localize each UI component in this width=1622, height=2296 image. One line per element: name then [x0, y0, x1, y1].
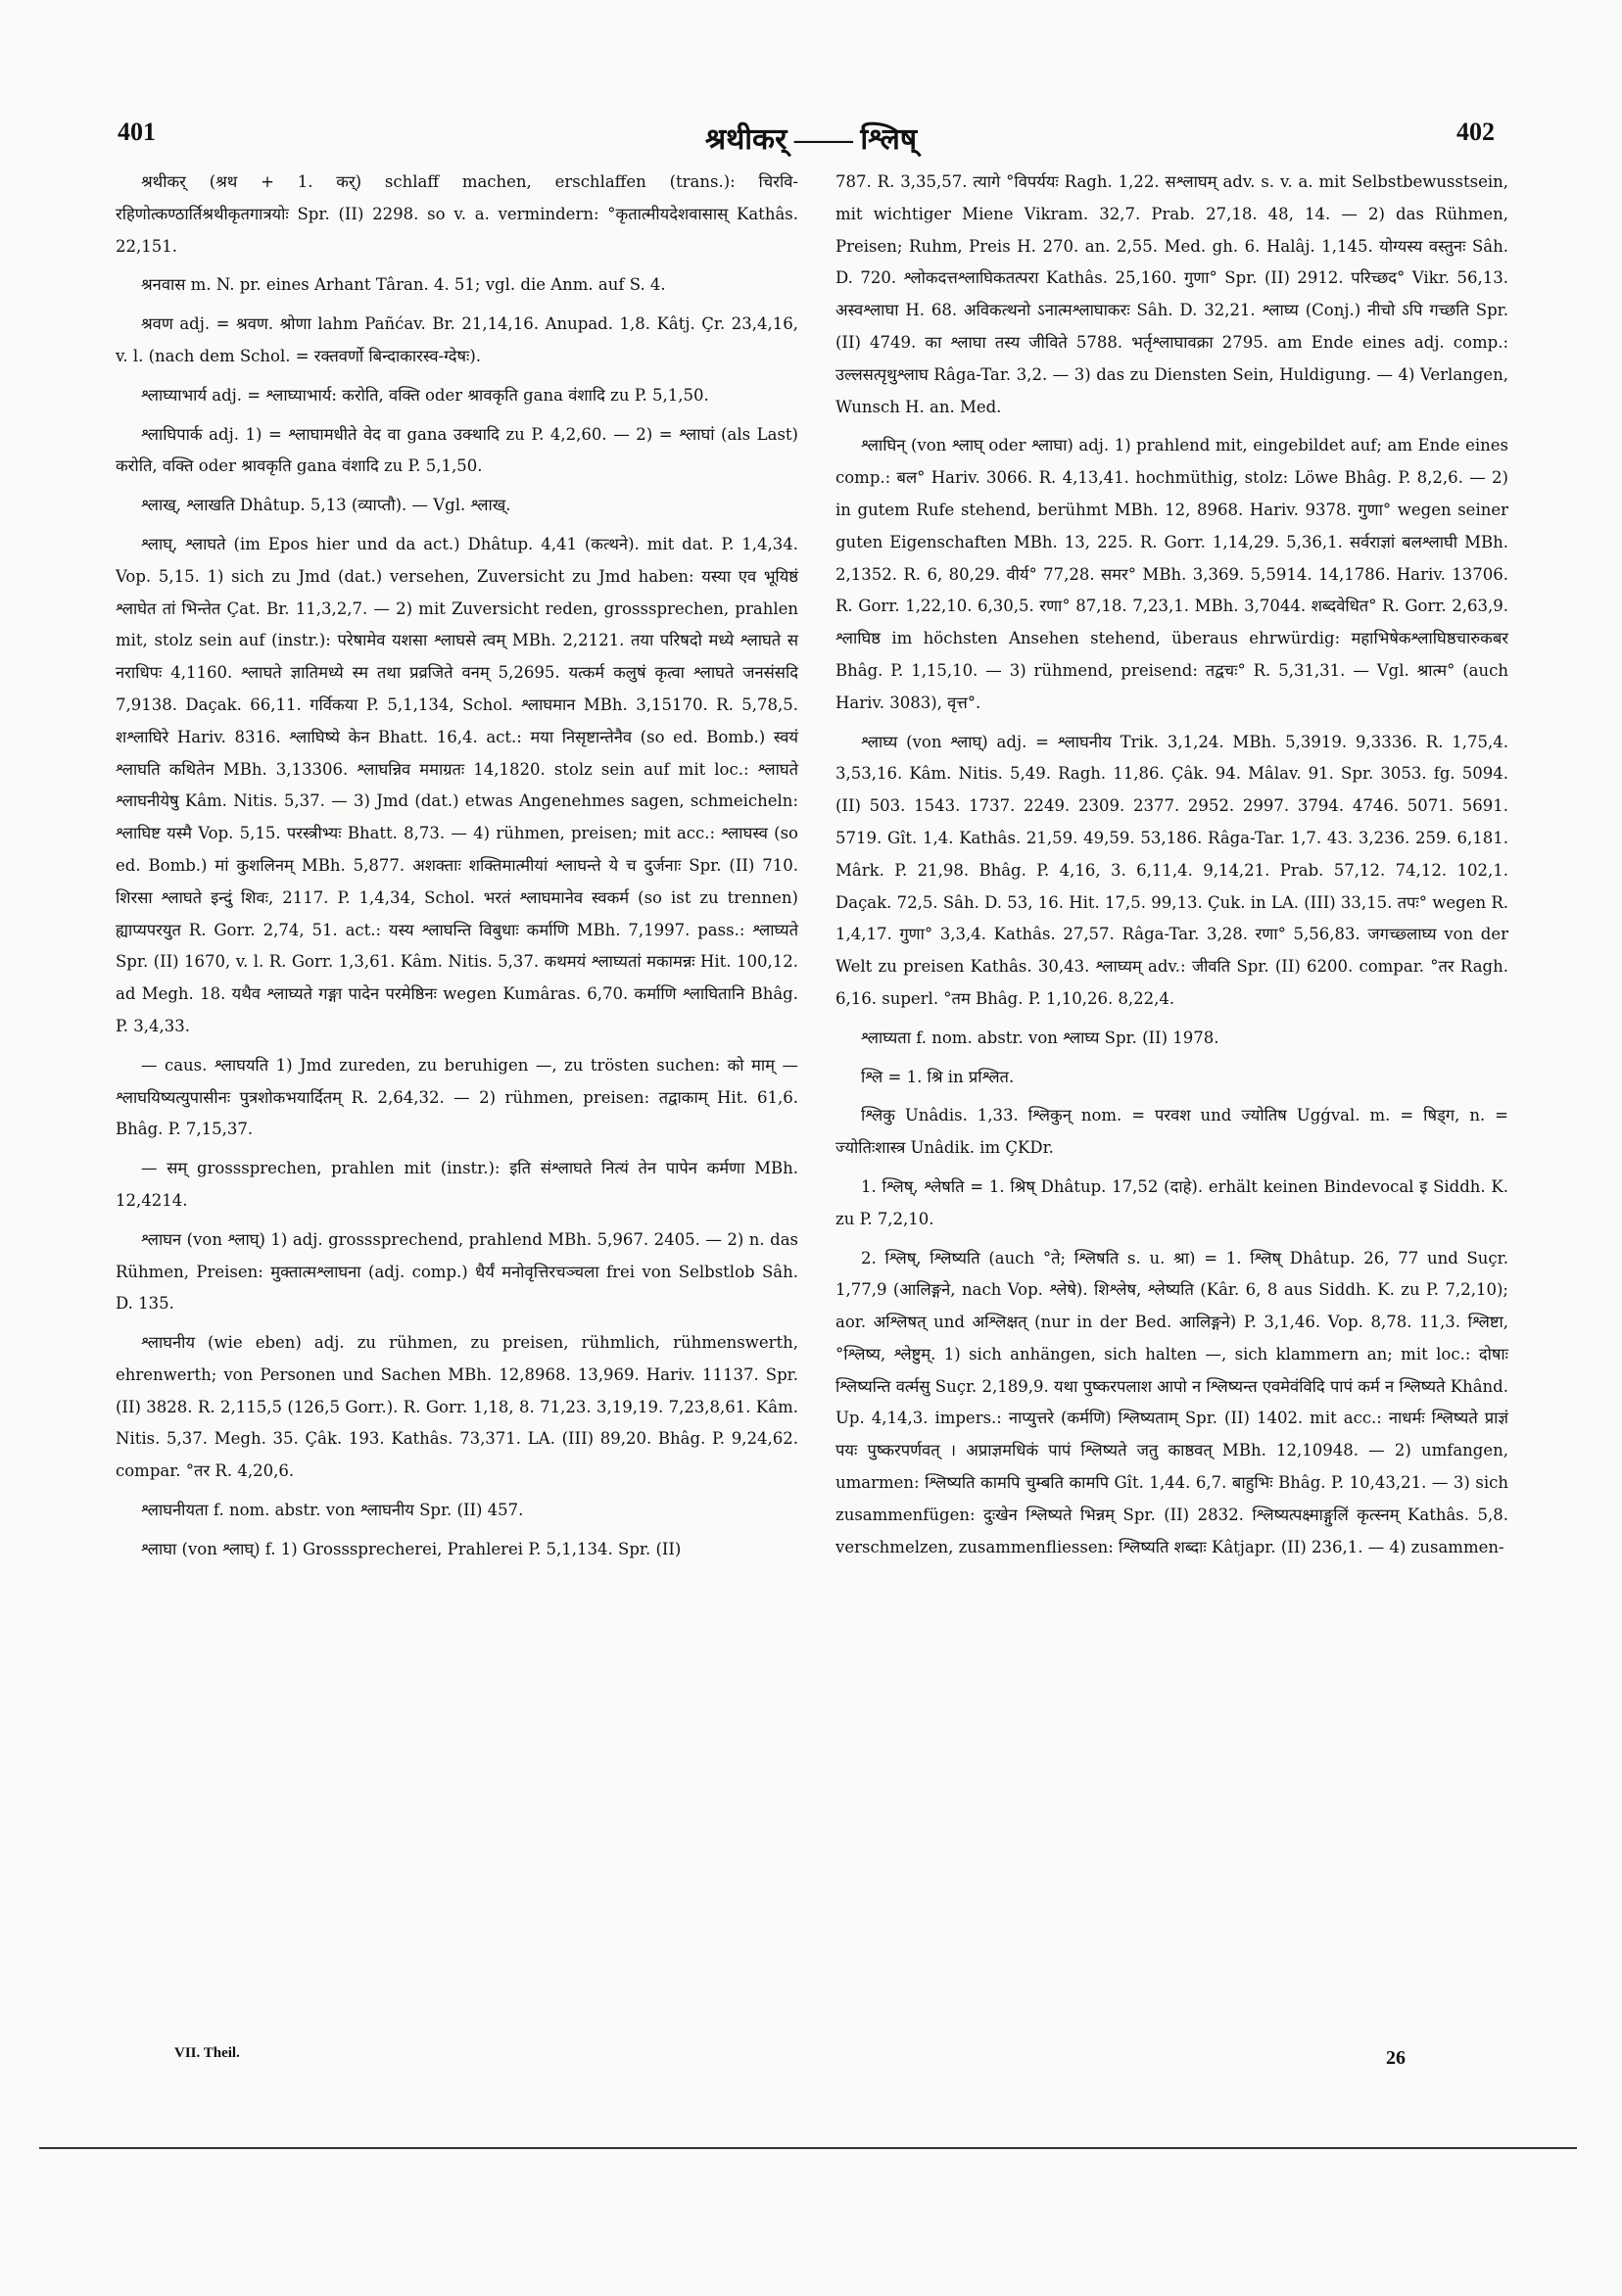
page-number-left: 401 [118, 118, 156, 146]
entry-shlaghaniyata: श्लाघनीयता f. nom. abstr. von श्लाघनीय Spr. (II) 457. [141, 1501, 524, 1520]
entry-shlaghya: श्लाघ्य (von श्लाघ्) adj. = श्लाघनीय Trik. 3,1,24. MBh. 5,3919. 9,3336. R. 1,75,4. 3,53,16. Kâm. Nitis. 5,49. Ragh. 11,86. Çâk. 94. Mâlav. 91. Spr. 3053. fg. 5094. (II) 503. 1543. 1737. 2249. 2309. 2377. 2952. 2997. 3794. 4746. 5071. 5691. 5719. Gît. 1,4. Kathâs. 21,59. 49,59. 53,186. Râga-Tar. 1,7. 43. 3,236. 259. 6,181. Mârk. P. 21,98. Bhâg. P. 4,16, 3. 6,11,4. 9,14,21. Prab. 57,12. 74,12. 102,1. Daçak. 72,5. Sâh. D. 53, 16. Hit. 17,5. 99,13. Çuk. in LA. (III) 33,15. तपः° wegen R. 1,4,17. गुणा° 3,3,4. Kathâs. 27,57. Râga-Tar. 3,28. रणा° 5,56,83. जगच्छ्लाघ्य von der Welt zu preisen Kathâs. 30,43. श्लाघ्यम् adv.: जीवति Spr. (II) 6200. compar. °तर Ragh. 6,16. superl. °तम Bhâg. P. 1,10,26. 8,22,4. [835, 732, 1508, 1008]
bottom-rule [39, 2147, 1577, 2149]
entry-shlaghiparka: श्लाघिपार्क adj. 1) = श्लाघामधीते वेद वा gana उक्थादि zu P. 4,2,60. — 2) = श्लाघां (als Last) करोति, वक्ति oder श्रावकृति gana वंशादि zu P. 5,1,50. [116, 424, 798, 476]
entry-shlaghaniya: श्लाघनीय (wie eben) adj. zu rühmen, zu preisen, rühmlich, rühmenswerth, ehrenwerth; von Personen und Sachen MBh. 12,8968. 13,969. Hariv. 11137. Spr. (II) 3828. R. 2,115,5 (126,5 Gorr.). R. Gorr. 1,18, 8. 71,23. 3,19,19. 7,23,8,61. Kâm. Nitis. 5,37. Megh. 35. Çâk. 193. Kathâs. 73,371. LA. (III) 89,20. Bhâg. P. 9,24,62. compar. °तर R. 4,20,6. [116, 1333, 798, 1481]
right-column [835, 167, 1508, 1570]
footer-volume-label: VII. Theil. [174, 2045, 240, 2061]
entry-shlagh-sam: — सम् grosssprechen, prahlen mit (instr.): इति संश्लाघते नित्यं तेन पापेन कर्मणा MBh. 12,4214. [116, 1159, 798, 1210]
entry-shranavasa: श्रनवास m. N. pr. eines Arhant Târan. 4. 51; vgl. die Anm. auf S. 4. [141, 275, 666, 295]
left-column [116, 167, 798, 1573]
entry-shlagha-continued: 787. R. 3,35,57. त्यागे °विपर्ययः Ragh. 1,22. सश्लाघम् adv. s. v. a. mit Selbstbewusstsein, mit wichtiger Miene Vikram. 32,7. Prab. 27,18. 48, 14. — 2) das Rühmen, Preisen; Ruhm, Preis H. 270. an. 2,55. Med. gh. 6. Halâj. 1,145. योग्यस्य वस्तुनः Sâh. D. 720. श्लोकदत्तश्लाघिकतत्परा Kathâs. 25,160. गुणा° Spr. (II) 2912. परिच्छद° Vikr. 56,13. अस्वश्लाघा H. 68. अविकत्थनो ऽनात्मश्लाघाकरः Sâh. D. 32,21. श्लाघ्य (Conj.) नीचो ऽपि गच्छति Spr. (II) 4749. का श्लाघा तस्य जीविते 5788. भर्तृश्लाघावक्रा 2795. am Ende eines adj. comp.: उल्लसत्पृथुश्लाघ Râga-Tar. 3,2. — 3) das zu Diensten Sein, Huldigung. — 4) Verlangen, Wunsch H. an. Med. [835, 172, 1508, 416]
entry-shlagh-caus: — caus. श्लाघयति 1) Jmd zureden, zu beruhigen —, zu trösten suchen: को माम् — श्लाघयिष्यत्युपासीनः पुत्रशोकभयार्दितम् R. 2,64,32. — 2) rühmen, preisen: तद्वाकाम् Hit. 61,6. Bhâg. P. 7,15,37. [116, 1055, 798, 1139]
entry-shliku: श्लिकु Unâdis. 1,33. श्लिकुन् nom. = परवश und ज्योतिष Ugǵval. m. = षिड्ग, n. = ज्योतिःशास्त्र Unâdik. im ÇKDr. [835, 1106, 1508, 1158]
entry-shlaghana: श्लाघन (von श्लाघ्) 1) adj. grosssprechend, prahlend MBh. 5,967. 2405. — 2) n. das Rühmen, Preisen: मुक्तात्मश्लाघना (adj. comp.) धैर्यं मनोवृत्तिरचञ्चला frei von Selbstlob Sâh. D. 135. [116, 1229, 798, 1314]
entry-shravana: श्रवण adj. = श्रवण. श्रोणा lahm Pañćav. Br. 21,14,16. Anupad. 1,8. Kâtj. Çr. 23,4,16, v. l. (nach dem Schol. = रक्तवर्णो बिन्दाकारस्व-ग्देषः). [116, 314, 798, 365]
entry-shlagha: श्लाघा (von श्लाघ्) f. 1) Grosssprecherei, Prahlerei P. 5,1,134. Spr. (II) [141, 1539, 682, 1558]
entry-shlish-1: 1. श्लिष्, श्लेषति = 1. श्रिष् Dhâtup. 17,52 (दाहे). erhält keinen Bindevocal इ Siddh. K. zu P. 7,2,10. [835, 1176, 1508, 1228]
entry-shlagh: श्लाघ्, श्लाघते (im Epos hier und da act.) Dhâtup. 4,41 (कत्थने). mit dat. P. 1,4,34. Vop. 5,15. 1) sich zu Jmd (dat.) versehen, Zuversicht zu Jmd haben: यस्या एव भूयिष्ठं श्लाघेत तां भिन्तेत Çat. Br. 11,3,2,7. — 2) mit Zuversicht reden, grosssprechen, prahlen mit, stolz sein auf (instr.): परेषामेव यशसा श्लाघसे त्वम् MBh. 2,2121. तया परिषदो मध्ये श्लाघते स नराधिपः 4,1160. श्लाघते ज्ञातिमध्ये स्म तथा प्रव्रजिते वनम् 5,2695. यत्कर्म कलुषं कृत्वा श्लाघते जनसंसदि 7,9138. Daçak. 66,11. गर्विकया P. 5,1,134, Schol. श्लाघमान MBh. 3,15170. R. 5,78,5. शश्लाघिरे Hariv. 8316. श्लाघिष्ये केन Bhatt. 16,4. act.: मया निसृष्टान्तेनैव (so ed. Bomb.) स्वयं श्लाघति कथितेन MBh. 3,13306. श्लाघन्निव ममाग्रतः 14,1820. stolz sein auf mit loc.: श्लाघते श्लाघनीयेषु Kâm. Nitis. 5,37. — 3) Jmd (dat.) etwas Angenehmes sagen, schmeicheln: श्लाघिष्ट यस्मै Vop. 5,15. परस्त्रीभ्यः Bhatt. 8,73. — 4) rühmen, preisen; mit acc.: श्लाघस्व (so ed. Bomb.) मां कुशलिनम् MBh. 5,877. अशक्ताः शक्तिमात्मीयां श्लाघन्ते ये च दुर्जनाः Spr. (II) 710. शिरसा श्लाघते इन्दुं शिवः, 2117. P. 1,4,34, Schol. भरतं श्लाघमानेव स्वकर्म (so ist zu trennen) ह्याप्यपरयुत R. Gorr. 2,74, 51. act.: यस्य श्लाघन्ति विबुधाः कर्माणि MBh. 7,1997. pass.: श्लाघ्यते Spr. (II) 1670, v. l. R. Gorr. 1,3,61. Kâm. Nitis. 5,37. कथमयं श्लाघ्यतां मकामन्नः Hit. 100,12. ad Megh. 18. यथैव श्लाघ्यते गङ्गा पादेन परमेष्ठिनः wegen Kumâras. 6,70. कर्माणि श्लाघितानि Bhâg. P. 3,4,33. [116, 534, 798, 1035]
entry-shlakh: श्लाख्, श्लाखति Dhâtup. 5,13 (व्याप्तौ). — Vgl. श्लाख्. [141, 496, 511, 515]
entry-shlaghin: श्लाघिन् (von श्लाघ् oder श्लाघा) adj. 1) prahlend mit, eingebildet auf; am Ende eines comp.: बल° Hariv. 3066. R. 4,13,41. hochmüthig, stolz: Löwe Bhâg. P. 8,2,6. — 2) in gutem Rufe stehend, berühmt MBh. 12, 8968. Hariv. 9378. गुणा° wegen seiner guten Eigenschaften MBh. 13, 225. R. Gorr. 1,14,29. 5,36,1. सर्वराज्ञां बलश्लाघी MBh. 2,1352. R. 6, 80,29. वीर्य° 77,28. समर° MBh. 3,369. 5,5914. 14,1786. Hariv. 13706. R. Gorr. 1,22,10. 6,30,5. रणा° 87,18. 7,23,1. MBh. 3,7044. शब्दवेधित° R. Gorr. 2,63,9. श्लाघिष्ठ im höchsten Ansehen stehend, überaus ehrwürdig: महाभिषेकश्लाघिष्ठचारुकबर Bhâg. P. 1,15,10. — 3) rühmend, preisend: तद्वचः° R. 5,31,31. — Vgl. श्रात्म° (auch Hariv. 3083), वृत्त°. [835, 436, 1508, 712]
page-headword: श्रथीकर् —— श्लिष् [704, 123, 918, 156]
page-number-right: 402 [1456, 118, 1495, 146]
entry-shlaghyabharya: श्लाघ्याभार्य adj. = श्लाघ्याभार्य: करोति, वक्ति oder श्रावकृति gana वंशादि zu P. 5,1,50. [141, 385, 709, 405]
entry-shlaghyata: श्लाघ्यता f. nom. abstr. von श्लाघ्य Spr. (II) 1978. [861, 1028, 1219, 1047]
entry-shli: श्लि = 1. श्रि in प्रश्लित. [861, 1067, 1015, 1086]
entry-shrathikar: श्रथीकर् (श्रथ + 1. कर्) schlaff machen, erschlaffen (trans.): चिरवि-रहिणोत्कण्ठार्तिश्रथीकृतगात्रयोः Spr. (II) 2298. so v. a. vermindern: °कृतात्मीयदेशवासास् Kathâs. 22,151. [116, 172, 798, 256]
footer-signature-number: 26 [1386, 2047, 1406, 2069]
entry-shlish-2: 2. श्लिष्, श्लिष्यति (auch °ते; श्लिषति s. u. श्रा) = 1. श्लिष् Dhâtup. 26, 77 und Suçr. 1,77,9 (आलिङ्गने, nach Vop. श्लेषे). शिश्लेष, श्लेष्यति (Kâr. 6, 8 aus Siddh. K. zu P. 7,2,10); aor. अश्लिषत् und अश्लिक्षत् (nur in der Bed. आलिङ्गने) P. 3,1,46. Vop. 8,78. 11,3. श्लिष्टा, °श्लिष्य, श्लेष्टुम्. 1) sich anhängen, sich halten —, sich klammern an; mit loc.: दोषाः श्लिष्यन्ति वर्त्मसु Suçr. 2,189,9. यथा पुष्करपलाश आपो न श्लिष्यन्त एवमेवंविदि पापं कर्म न श्लिष्यते Khând. Up. 4,14,3. impers.: नाप्युत्तरे (कर्मणि) श्लिष्यताम् Spr. (II) 1402. mit acc.: नाधर्मः श्लिष्यते प्राज्ञं पयः पुष्करपर्णवत् । अप्राज्ञमधिकं पापं श्लिष्यते जतु काष्ठवत् MBh. 12,10948. — 2) umfangen, umarmen: श्लिष्यति कामपि चुम्बति कामपि Gît. 1,44. 6,7. बाहुभिः Bhâg. P. 10,43,21. — 3) sich zusammenfügen: दुःखेन श्लिष्यते भिन्नम् Spr. (II) 2832. श्लिष्यत्पक्ष्माङ्गुलिं कृत्स्नम् Kathâs. 5,8. verschmelzen, zusammenfliessen: श्लिष्यति शब्दाः Kâtjapr. (II) 236,1. — 4) zusammen- [835, 1248, 1508, 1556]
